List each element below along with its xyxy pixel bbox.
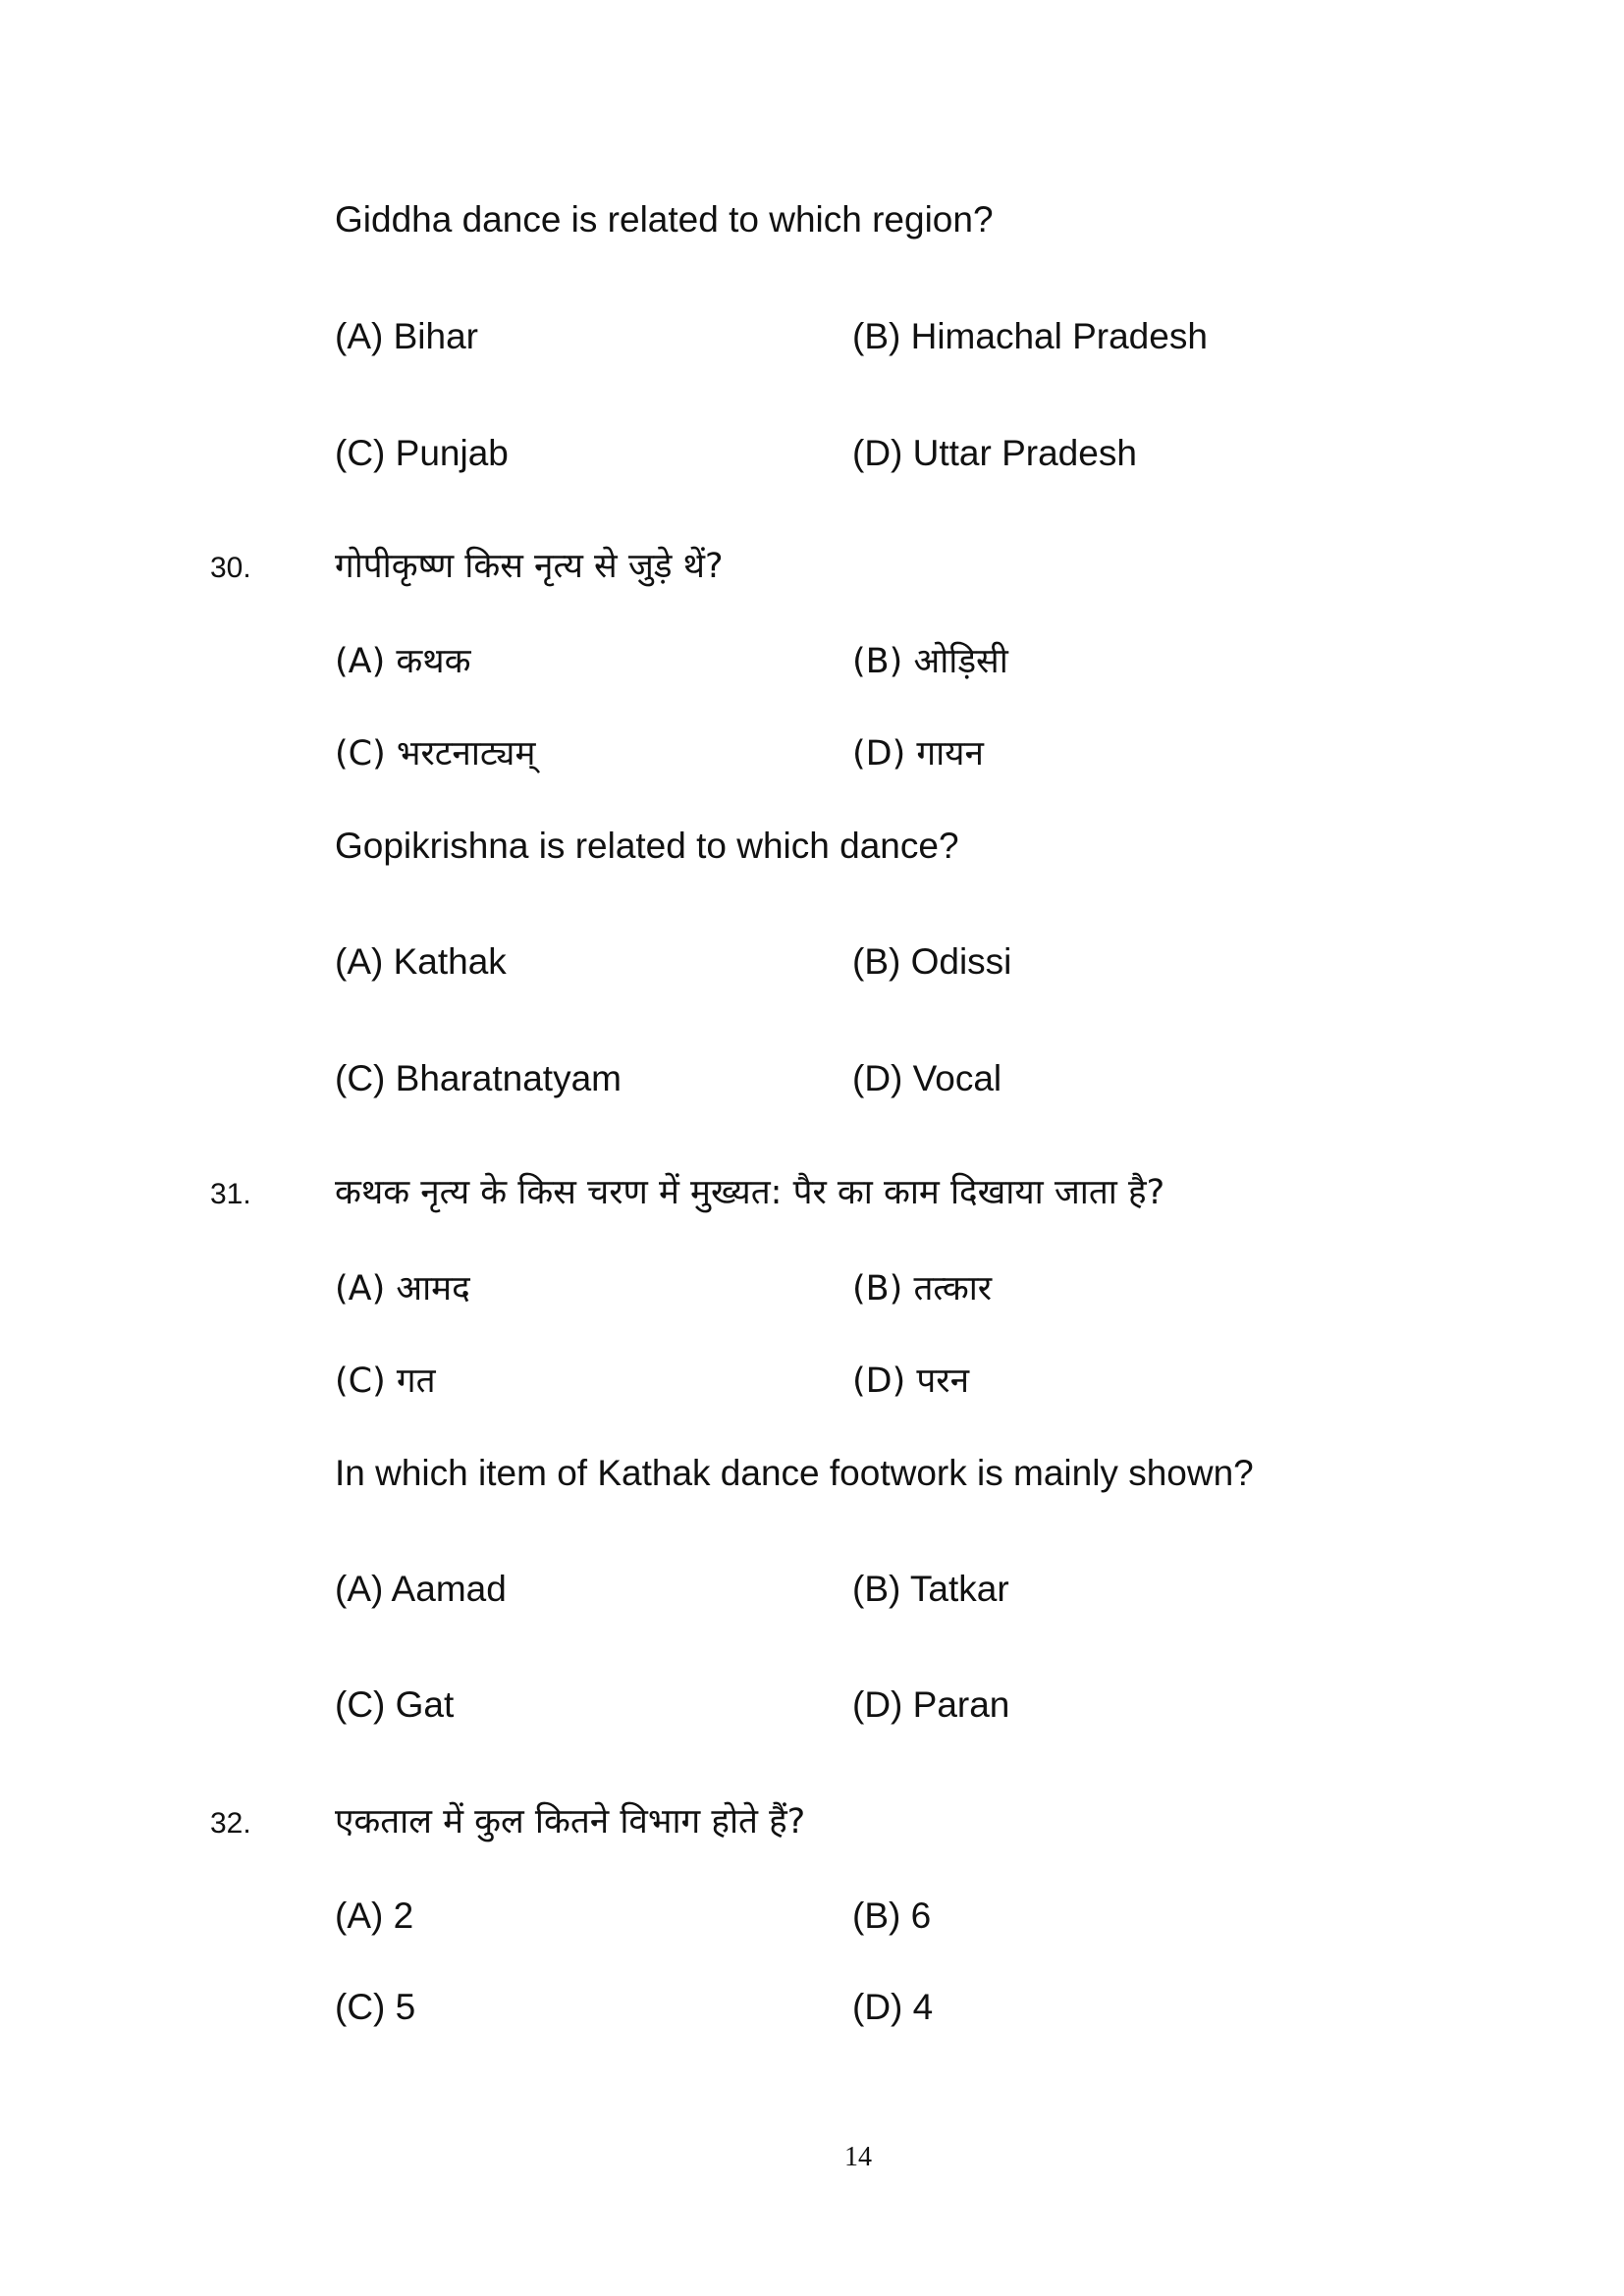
option-c: (C) Bharatnatyam bbox=[335, 1058, 622, 1098]
option-b: (B) Himachal Pradesh bbox=[852, 316, 1208, 356]
option-d-hindi: (D) गायन bbox=[852, 734, 984, 774]
question-text-hindi: एकताल में कुल कितने विभाग होते हैं? bbox=[335, 1802, 806, 1842]
option-d-hindi: (D) परन bbox=[852, 1362, 970, 1401]
option-b-hindi: (B) तत्कार bbox=[852, 1269, 993, 1308]
question-number: 31. bbox=[210, 1178, 251, 1210]
question-text: Gopikrishna is related to which dance? bbox=[335, 826, 959, 866]
option-d: (D) Uttar Pradesh bbox=[852, 433, 1137, 473]
option-d: (D) Paran bbox=[852, 1684, 1010, 1725]
option-a: (A) Bihar bbox=[335, 316, 478, 356]
option-b-hindi: (B) ओड़िसी bbox=[852, 642, 1008, 681]
option-c: (C) 5 bbox=[335, 1987, 416, 2027]
option-a: (A) Kathak bbox=[335, 941, 507, 982]
question-text-hindi: कथक नृत्य के किस चरण में मुख्यत: पैर का काम दिखाया जाता है? bbox=[335, 1173, 1165, 1212]
question-text: In which item of Kathak dance footwork is mainly shown? bbox=[335, 1453, 1254, 1493]
option-c: (C) Gat bbox=[335, 1684, 455, 1725]
option-d: (D) 4 bbox=[852, 1987, 934, 2027]
option-b: (B) 6 bbox=[852, 1896, 932, 1936]
option-c-hindi: (C) भरटनाट्यम् bbox=[335, 734, 536, 774]
page-number: 14 bbox=[844, 2142, 872, 2172]
option-b: (B) Odissi bbox=[852, 941, 1012, 982]
question-text-hindi: गोपीकृष्ण किस नृत्य से जुड़े थें? bbox=[335, 547, 724, 586]
option-c-hindi: (C) गत bbox=[335, 1362, 436, 1401]
option-a: (A) Aamad bbox=[335, 1569, 507, 1609]
option-b: (B) Tatkar bbox=[852, 1569, 1009, 1609]
question-number: 32. bbox=[210, 1807, 251, 1840]
question-text: Giddha dance is related to which region? bbox=[335, 199, 994, 240]
option-a-hindi: (A) कथक bbox=[335, 642, 471, 681]
option-d: (D) Vocal bbox=[852, 1058, 1002, 1098]
option-a: (A) 2 bbox=[335, 1896, 414, 1936]
option-c: (C) Punjab bbox=[335, 433, 509, 473]
option-a-hindi: (A) आमद bbox=[335, 1269, 470, 1308]
question-number: 30. bbox=[210, 552, 251, 584]
